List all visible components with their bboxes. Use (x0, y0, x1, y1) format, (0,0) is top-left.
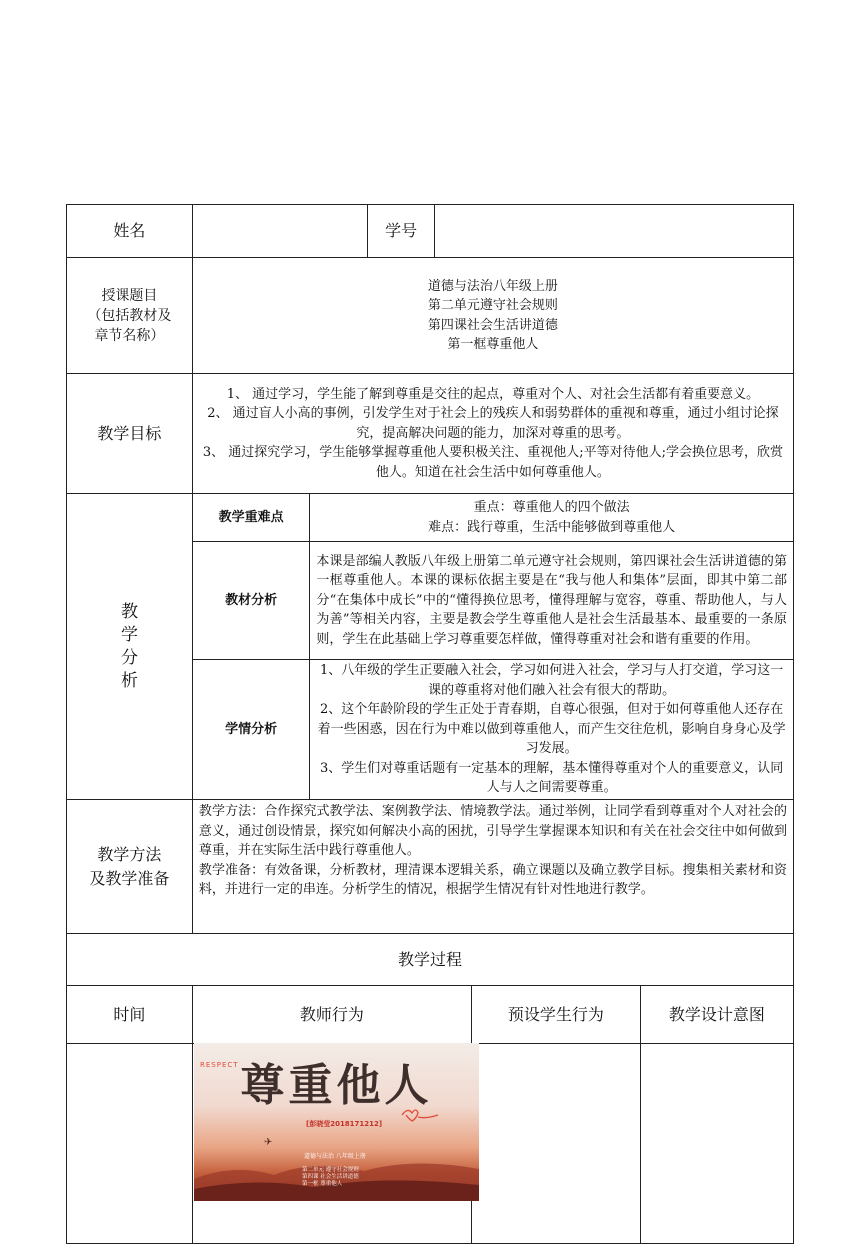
student-id-label: 学号 (368, 205, 435, 258)
cover-line: 第二单元 遵守社会规则 (302, 1167, 359, 1173)
method-label-line: 及教学准备 (89, 868, 170, 888)
goal-row (67, 374, 794, 494)
student-id-field[interactable] (435, 205, 794, 258)
key-content (310, 494, 794, 542)
material-text: 本课是部编人教版八年级上册第二单元遵守社会规则，第四课社会生活讲道德的第一框尊重他人。本课的课标依据主要是在“我与他人和集体”层面，即其中第二部分“在集体中成长”中的“懂得换位思考，懂得理解与宽容，尊重、帮助他人，与人为善”等相关内容，主要是教会学生尊重他人是社会生活最基本、最重要的一条原则，学生在此基础上学习尊重要怎样做，懂得尊重对社会和谐有重要的作用。 (316, 553, 787, 647)
process-intent-cell (640, 1044, 793, 1244)
name-row (67, 205, 794, 258)
cover-slide-image (194, 1043, 479, 1201)
col-header-intent: 教学设计意图 (640, 986, 793, 1044)
analysis-char: 学 (120, 624, 138, 645)
process-title-row (67, 934, 794, 986)
student-content (310, 660, 794, 800)
method-para: 教学准备：有效备课，分析教材，理清课本逻辑关系，确立课题以及确立教学目标。搜集相关素材和资料，并进行一定的串连。分析学生的情况，根据学生情况有针对性地进行教学。 (198, 862, 787, 897)
col-header-teacher: 教师行为 (192, 986, 471, 1044)
name-label: 姓名 (67, 205, 193, 258)
bird-icon: ✈ (264, 1137, 273, 1148)
student-item: 2、这个年龄阶段的学生正处于青春期，自尊心很强，但对于如何尊重他人还存在着一些困惑，因在行为中难以做到尊重他人，而产生交往危机，影响自身身心及学习发展。 (317, 702, 786, 757)
topic-content (192, 258, 793, 374)
key-point: 重点：尊重他人的四个做法 (473, 500, 630, 515)
col-header-time: 时间 (67, 986, 193, 1044)
process-title: 教学过程 (67, 934, 794, 986)
analysis-char: 析 (120, 670, 138, 691)
cover-line: 第一框 尊重他人 (302, 1181, 343, 1187)
topic-line: 道德与法治八年级上册 (427, 278, 558, 294)
goal-content (192, 374, 793, 494)
topic-line: 第二单元遵守社会规则 (427, 298, 558, 313)
heart-scribble-icon (400, 1105, 440, 1123)
topic-row (67, 258, 794, 374)
key-row (67, 494, 794, 542)
student-item: 1、八年级的学生正要融入社会，学习如何进入社会，学习与人打交道，学习这一课的尊重将对他们融入社会有很大的帮助。 (320, 663, 784, 698)
process-student-cell (471, 1044, 640, 1244)
analysis-char: 教 (120, 601, 138, 622)
col-header-student: 预设学生行为 (471, 986, 640, 1044)
topic-line: 第一框尊重他人 (447, 337, 539, 352)
cover-line: 第四课 社会生活讲道德 (302, 1174, 359, 1180)
topic-line: 第四课社会生活讲道德 (427, 317, 558, 333)
key-label: 教学重难点 (192, 494, 309, 542)
student-item: 3、学生们对尊重话题有一定基本的理解，基本懂得尊重对个人的重要意义，认同人与人之间需要尊重。 (320, 760, 784, 796)
goal-item: 3、 通过探究学习，学生能够掌握尊重他人要积极关注、重视他人;平等对待他人;学会换位思考，欣赏他人。知道在社会生活中如何尊重他人。 (202, 445, 784, 480)
goal-label: 教学目标 (67, 374, 193, 494)
analysis-char: 分 (120, 647, 138, 668)
method-label-line: 教学方法 (97, 844, 162, 864)
method-label (67, 800, 193, 934)
cover-subject: 道德与法治 八年级上册 (304, 1153, 366, 1160)
cover-title: 尊重他人 (240, 1060, 433, 1111)
cover-author: [彭晓莹2018171212] (306, 1120, 383, 1128)
method-row (67, 800, 794, 934)
respect-text: RESPECT (200, 1061, 239, 1069)
analysis-label (67, 494, 193, 800)
cover-sub-lines (302, 1167, 359, 1188)
name-field[interactable] (192, 205, 367, 258)
process-time-cell (67, 1044, 193, 1244)
process-header-row (67, 986, 794, 1044)
student-label: 学情分析 (192, 660, 309, 800)
material-label: 教材分析 (192, 542, 309, 660)
goal-item: 2、 通过盲人小高的事例，引发学生对于社会上的残疾人和弱势群体的重视和尊重，通过小组讨论探究，提高解决问题的能力，加深对尊重的思考。 (207, 406, 779, 441)
method-para: 教学方法：合作探究式教学法、案例教学法、情境教学法。通过举例，让同学看到尊重对个人对社会的意义，通过创设情景，探究如何解决小高的困扰，引导学生掌握课本知识和有关在社会交往中如何做到尊重，并在实际生活中践行尊重他人。 (198, 804, 787, 858)
material-content (310, 542, 794, 660)
key-difficulty: 难点：践行尊重，生活中能够做到尊重他人 (428, 519, 676, 535)
method-content (192, 800, 793, 934)
goal-item: 1、 通过学习，学生能了解到尊重是交往的起点，尊重对个人、对社会生活都有着重要意义。 (226, 386, 760, 402)
topic-label: 授课题目 （包括教材及 章节名称） (67, 258, 193, 374)
